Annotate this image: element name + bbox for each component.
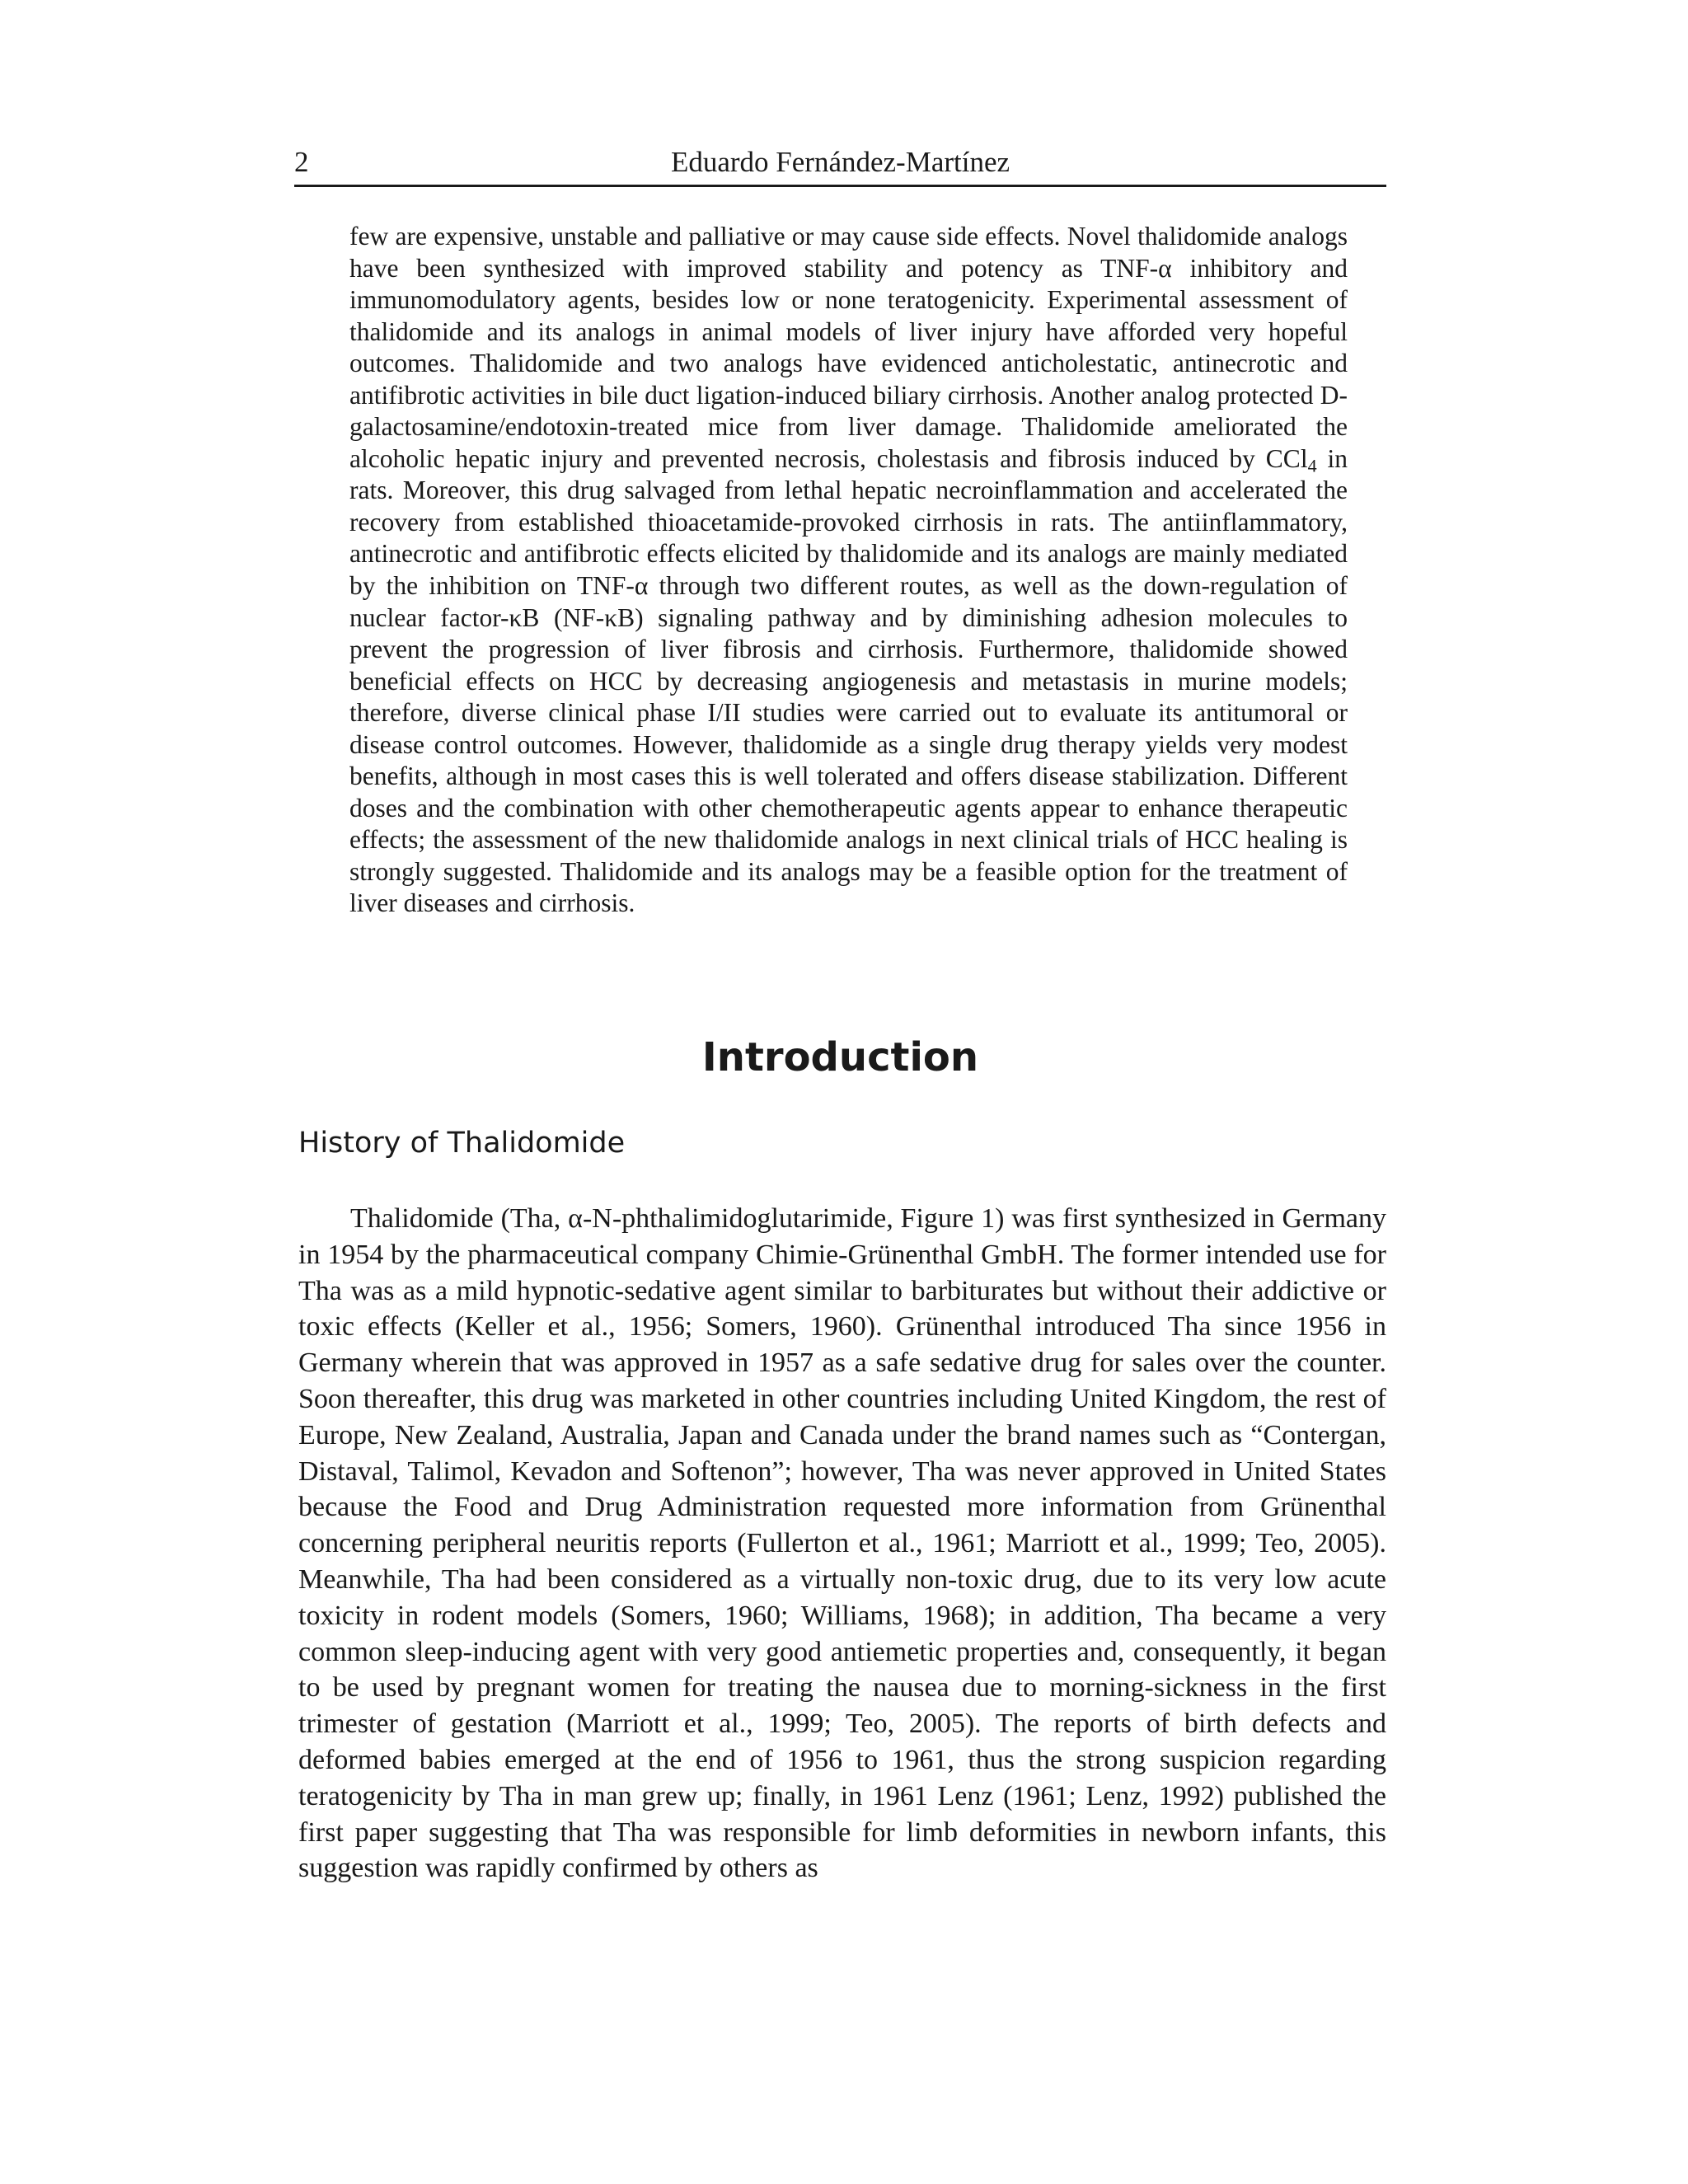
- abstract-text-part1: few are expensive, unstable and palliative or may cause side effects. Novel thalidomide analogs have been synthesized with improved stability and potency as TNF-α inhibitory and immunomodulatory agents, besides low or none teratogenicity. Experimental assessment of thalidomide and its analogs in animal models of liver injury have afforded very hopeful outcomes. Thalidomide and two analogs have evidenced anticholestatic, antinecrotic and antifibrotic activities in bile duct ligation-induced biliary cirrhosis. Another analog protected D-galactosamine/endotoxin-treated mice from liver damage. Thalidomide ameliorated the alcoholic hepatic injury and prevented necrosis, cholestasis and fibrosis induced by CCl: [349, 222, 1348, 473]
- chemical-subscript: 4: [1307, 455, 1317, 476]
- page-number: 2: [294, 146, 309, 178]
- abstract-text: [349, 221, 1348, 920]
- running-header: [294, 142, 1386, 187]
- body-paragraph: Thalidomide (Tha, α-N-phthalimidoglutarimide, Figure 1) was first synthesized in Germany in 1954 by the pharmaceutical company Chimie-Grünenthal GmbH. The former intended use for Tha was as a mild hypnotic-sedative agent similar to barbiturates but without their addictive or toxic effects (Keller et al., 1956; Somers, 1960). Grünenthal introduced Tha since 1956 in Germany wherein that was approved in 1957 as a safe sedative drug for sales over the counter. Soon thereafter, this drug was marketed in other countries including United Kingdom, the rest of Europe, New Zealand, Australia, Japan and Canada under the brand names such as “Contergan, Distaval, Talimol, Kevadon and Softenon”; however, Tha was never approved in United States because the Food and Drug Administration requested more information from Grünenthal concerning peripheral neuritis reports (Fullerton et al., 1961; Marriott et al., 1999; Teo, 2005). Meanwhile, Tha had been considered as a virtually non-toxic drug, due to its very low acute toxicity in rodent models (Somers, 1960; Williams, 1968); in addition, Tha became a very common sleep-inducing agent with very good antiemetic properties and, consequently, it began to be used by pregnant women for treating the nausea due to morning-sickness in the first trimester of gestation (Marriott et al., 1999; Teo, 2005). The reports of birth defects and deformed babies emerged at the end of 1956 to 1961, thus the strong suspicion regarding teratogenicity by Tha in man grew up; finally, in 1961 Lenz (1961; Lenz, 1992) published the first paper suggesting that Tha was responsible for limb deformities in newborn infants, this suggestion was rapidly confirmed by others as: [298, 1203, 1386, 1884]
- subsection-heading: History of Thalidomide: [298, 1127, 626, 1160]
- section-heading: Introduction: [701, 1034, 979, 1080]
- abstract-text-part2: in rats. Moreover, this drug salvaged from lethal hepatic necroinflammation and accelerated the recovery from established thioacetamide-provoked cirrhosis in rats. The antiinflammatory, antinecrotic and antifibrotic effects elicited by thalidomide and its analogs are mainly mediated by the inhibition on TNF-α through two different routes, as well as the down-regulation of nuclear factor-κB (NF-κB) signaling pathway and by diminishing adhesion molecules to prevent the progression of liver fibrosis and cirrhosis. Furthermore, thalidomide showed beneficial effects on HCC by decreasing angiogenesis and metastasis in murine models; therefore, diverse clinical phase I/II studies were carried out to evaluate its antitumoral or disease control outcomes. However, thalidomide as a single drug therapy yields very modest benefits, although in most cases this is well tolerated and offers disease stabilization. Different doses and the combination with other chemotherapeutic agents appear to enhance therapeutic effects; the assessment of the new thalidomide analogs in next clinical trials of HCC healing is strongly suggested. Thalidomide and its analogs may be a feasible option for the treatment of liver diseases and cirrhosis.: [349, 443, 1348, 918]
- running-header-author: Eduardo Fernández-Martínez: [670, 146, 1010, 178]
